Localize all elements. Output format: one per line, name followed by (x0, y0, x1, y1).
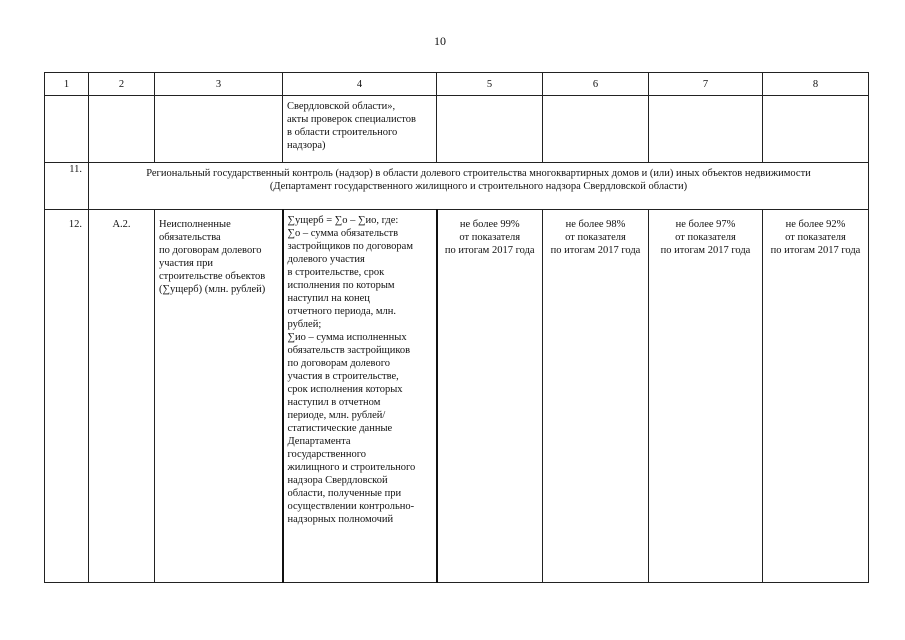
header-cell: 3 (155, 73, 283, 96)
text-line: Неисполненные (159, 219, 231, 230)
text-line: государственного (287, 449, 367, 460)
target-line: от показателя (459, 232, 521, 243)
target-line: по итогам 2017 года (550, 245, 641, 256)
text-line: Департамента (287, 436, 351, 447)
section-title-line: Региональный государственный контроль (надзор) в области долевого строительства многоквартирных домов и (или) иных объектов недвижимости (146, 168, 811, 179)
header-cell: 7 (649, 73, 763, 96)
header-row (45, 73, 869, 96)
text-line: обязательств застройщиков (287, 345, 411, 356)
text-line: ∑ио – сумма исполненных (287, 332, 407, 343)
target-line: по итогам 2017 года (444, 245, 535, 256)
target-line: от показателя (785, 232, 846, 243)
section-number: 11. (45, 163, 89, 210)
empty-cell (763, 96, 869, 163)
target-value-cell (543, 210, 649, 583)
text-line: застройщиков по договорам (287, 241, 413, 252)
empty-cell (155, 96, 283, 163)
text-line: рублей; (287, 319, 322, 330)
target-line: от показателя (675, 232, 736, 243)
header-cell: 5 (437, 73, 543, 96)
empty-cell (543, 96, 649, 163)
empty-cell (649, 96, 763, 163)
header-cell: 2 (89, 73, 155, 96)
header-cell: 1 (45, 73, 89, 96)
text-line: акты проверок специалистов (287, 114, 416, 125)
empty-cell (437, 96, 543, 163)
empty-cell (45, 96, 89, 163)
target-value: не более 97% (675, 219, 736, 230)
text-line: строительстве объектов (159, 271, 266, 282)
target-line: по итогам 2017 года (770, 245, 861, 256)
row-number: 12. (45, 210, 89, 583)
indicator-row (45, 210, 869, 583)
target-line: по итогам 2017 года (660, 245, 751, 256)
text-line: надзорных полномочий (287, 514, 394, 525)
target-line: от показателя (565, 232, 626, 243)
text-line: статистические данные (287, 423, 393, 434)
text-line: надзора) (287, 140, 326, 151)
text-line: Свердловской области», (287, 101, 396, 112)
header-cell: 4 (283, 73, 437, 96)
text-line: срок исполнения которых (287, 384, 403, 395)
header-cell: 8 (763, 73, 869, 96)
target-value: не более 92% (785, 219, 846, 230)
indicator-name (155, 210, 283, 583)
continuation-row (45, 96, 869, 163)
text-line: долевого участия (287, 254, 365, 265)
text-line: в строительстве, срок (287, 267, 385, 278)
text-line: обязательства (159, 232, 221, 243)
header-cell: 6 (543, 73, 649, 96)
target-value: не более 98% (565, 219, 626, 230)
target-value-cell (763, 210, 869, 583)
target-value-cell (649, 210, 763, 583)
text-line: участия при (159, 258, 214, 269)
section-title (89, 163, 869, 210)
target-value-cell (437, 210, 543, 583)
empty-cell (89, 96, 155, 163)
text-line: области, полученные при (287, 488, 402, 499)
text-line: участия в строительстве, (287, 371, 399, 382)
indicators-table (44, 72, 869, 583)
text-line: ∑о – сумма обязательств (287, 228, 399, 239)
text-line: (∑ущерб) (млн. рублей) (159, 284, 266, 295)
indicator-code: А.2. (89, 210, 155, 583)
text-line: отчетного периода, млн. (287, 306, 396, 317)
text-line: надзора Свердловской (287, 475, 388, 486)
text-line: по договорам долевого (287, 358, 390, 369)
section-title-line: (Департамент государственного жилищного и строительного надзора Свердловской области) (269, 181, 688, 192)
text-line: жилищного и строительного (287, 462, 416, 473)
page-number: 10 (434, 34, 446, 48)
text-line: по договорам долевого (159, 245, 262, 256)
text-line: периоде, млн. рублей/ (287, 410, 386, 421)
text-line: исполнения по которым (287, 280, 395, 291)
method-cell-continued (283, 96, 437, 163)
section-row (45, 163, 869, 210)
calculation-method (283, 210, 437, 583)
text-line: наступил на конец (287, 293, 370, 304)
formula-line: ∑ущерб = ∑о – ∑ио, где: (287, 215, 399, 226)
text-line: наступил в отчетном (287, 397, 381, 408)
text-line: в области строительного (287, 127, 398, 138)
text-line: осуществлении контрольно- (287, 501, 415, 512)
target-value: не более 99% (459, 219, 520, 230)
